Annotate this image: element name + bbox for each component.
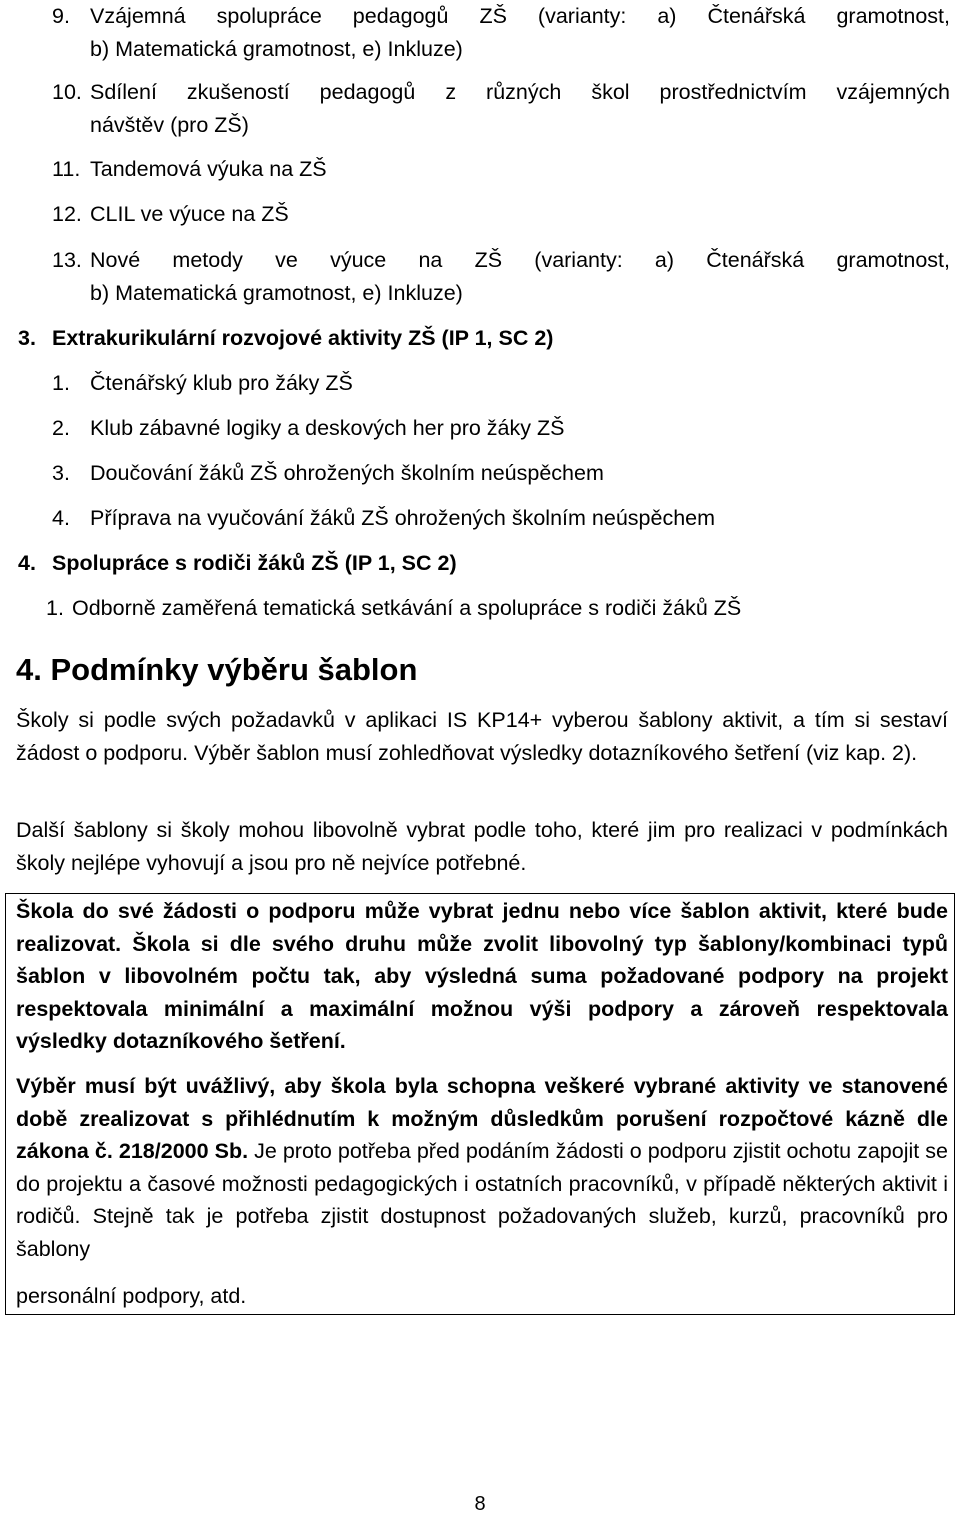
list-item — [52, 457, 950, 490]
list-number: 1. — [46, 596, 64, 620]
section-title: Extrakurikulární rozvojové aktivity ZŠ (IP 1, SC 2) — [52, 326, 554, 350]
list-item — [52, 367, 950, 400]
list-number: 12. — [52, 202, 82, 226]
paragraph: Další šablony si školy mohou libovolně vybrat podle toho, které jim pro realizaci v podmínkách školy nejlépe vyhovují a jsou pro ně nejvíce potřebné. — [16, 818, 948, 875]
list-number: 4. — [52, 506, 70, 530]
list-item — [52, 412, 950, 445]
list-text-line: Tandemová výuka na ZŠ — [90, 157, 327, 181]
list-text-line: Odborně zaměřená tematická setkávání a spolupráce s rodiči žáků ZŠ — [72, 596, 742, 620]
section-number: 4. — [18, 551, 36, 575]
list-item — [52, 76, 950, 142]
list-text-line: Sdílení zkušeností pedagogů z různých škol prostřednictvím vzájemných — [90, 80, 950, 104]
list-text-line: CLIL ve výuce na ZŠ — [90, 202, 289, 226]
section-heading — [18, 547, 918, 580]
section-heading — [18, 322, 918, 355]
list-text-line: Příprava na vyučování žáků ZŠ ohrožených školním neúspěchem — [90, 506, 716, 530]
page-number: 8 — [474, 1493, 486, 1515]
chapter-heading: 4. Podmínky výběru šablon — [16, 652, 418, 687]
list-text-line: b) Matematická gramotnost, e) Inkluze) — [90, 281, 463, 305]
list-number: 3. — [52, 461, 70, 485]
box-bold-text: Výběr musí být uvážlivý, aby škola byla schopna veškeré vybrané aktivity ve stanovené době zrealizovat s přihlédnutím k možným důsledkům porušení rozpočtové kázně dle zákona č. 218/2000 Sb. — [16, 1074, 948, 1163]
list-text-line: b) Matematická gramotnost, e) Inkluze) — [90, 37, 463, 61]
list-number: 10. — [52, 80, 82, 104]
box-normal-text: Je proto potřeba před podáním žádosti o podporu zjistit ochotu zapojit se do projektu a časové možnosti pedagogických i ostatních pracovníků, v případě některých aktivit i rodičů. Stejně tak je potřeba zjistit dostupnost požadovaných služeb, kurzů, pracovníků pro šablony — [16, 1139, 948, 1261]
list-text-line: Nové metody ve výuce na ZŠ (varianty: a) Čtenářská gramotnost, — [90, 248, 950, 272]
list-text-line: Klub zábavné logiky a deskových her pro žáky ZŠ — [90, 416, 565, 440]
box-paragraph: Škola do své žádosti o podporu může vybrat jednu nebo více šablon aktivit, které bude realizovat. Škola si dle svého druhu může zvolit libovolný typ šablony/kombinaci typů šablon v libovolném počtu tak, aby výsledná suma požadované podpory na projekt respektovala minimální a maximální možnou výši podpory a zároveň respektovala výsledky dotazníkového šetření. — [16, 899, 948, 1053]
box-paragraph-end: personální podpory, atd. — [16, 1284, 247, 1308]
list-number: 2. — [52, 416, 70, 440]
list-item — [46, 592, 944, 625]
box-paragraph — [16, 1070, 948, 1265]
list-item — [52, 502, 950, 535]
section-number: 3. — [18, 326, 36, 350]
list-item — [52, 198, 950, 231]
paragraph: Školy si podle svých požadavků v aplikaci IS KP14+ vyberou šablony aktivit, a tím si sestaví žádost o podporu. Výběr šablon musí zohledňovat výsledky dotazníkového šetření (viz kap. 2). — [16, 708, 948, 765]
list-number: 1. — [52, 371, 70, 395]
list-number: 11. — [52, 157, 81, 181]
list-text-line: návštěv (pro ZŠ) — [90, 113, 249, 137]
list-number: 13. — [52, 248, 82, 272]
section-title: Spolupráce s rodiči žáků ZŠ (IP 1, SC 2) — [52, 551, 457, 575]
list-item — [52, 0, 950, 66]
list-text-line: Vzájemná spolupráce pedagogů ZŠ (varianty: a) Čtenářská gramotnost, — [90, 4, 950, 28]
list-item — [52, 244, 950, 310]
list-text-line: Doučování žáků ZŠ ohrožených školním neúspěchem — [90, 461, 604, 485]
list-item — [52, 153, 950, 186]
list-number: 9. — [52, 4, 70, 28]
list-text-line: Čtenářský klub pro žáky ZŠ — [90, 371, 353, 395]
